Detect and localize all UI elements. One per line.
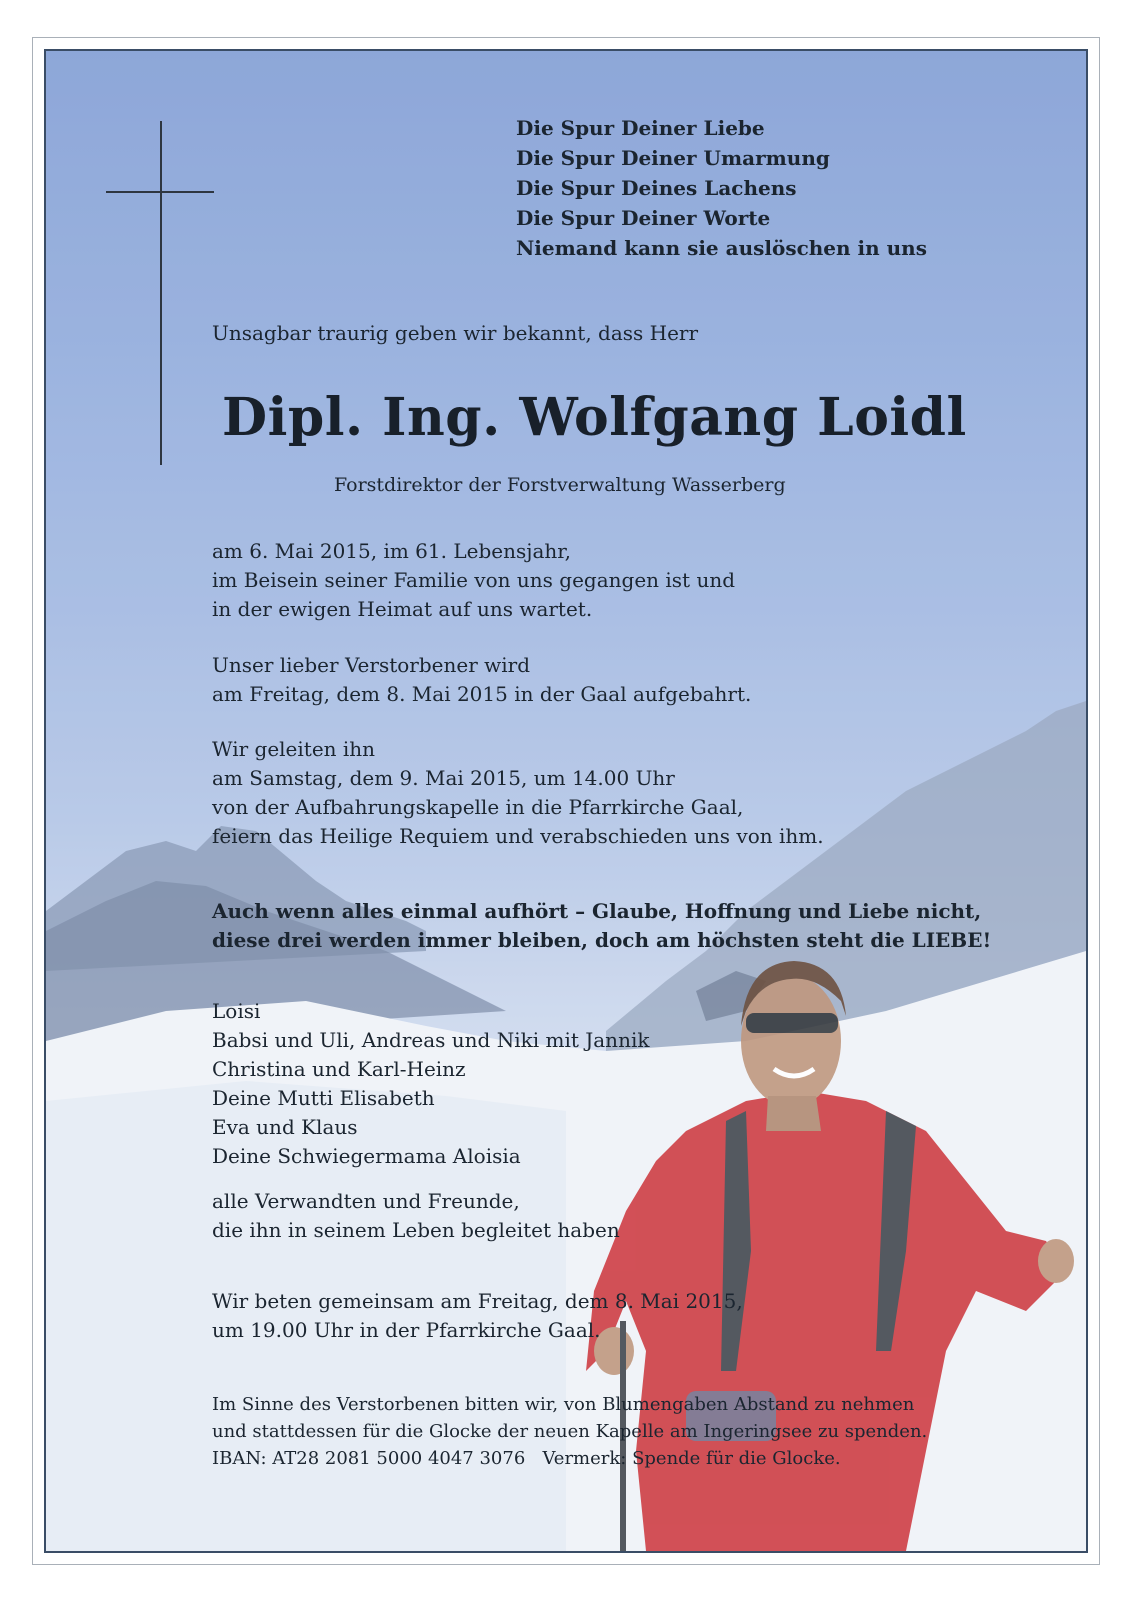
prayer-line: um 19.00 Uhr in der Pfarrkirche Gaal. (212, 1318, 601, 1342)
deceased-name: Dipl. Ing. Wolfgang Loidl (222, 387, 967, 448)
mourner: Eva und Klaus (212, 1115, 358, 1139)
funeral-line: am Samstag, dem 9. Mai 2015, um 14.00 Uhr (212, 766, 675, 790)
poem-line: Die Spur Deiner Liebe (516, 116, 765, 140)
prayer-line: Wir beten gemeinsam am Freitag, dem 8. Mai 2015, (212, 1289, 743, 1313)
notice-frame (44, 49, 1088, 1553)
mourner: Deine Schwiegermama Aloisia (212, 1144, 521, 1168)
intro-text: Unsagbar traurig geben wir bekannt, dass Herr (212, 321, 699, 345)
mourner: Christina und Karl-Heinz (212, 1057, 466, 1081)
mourner: Babsi und Uli, Andreas und Niki mit Jannik (212, 1028, 650, 1052)
laid-out-line: Unser lieber Verstorbener wird (212, 653, 530, 677)
laid-out-line: am Freitag, dem 8. Mai 2015 in der Gaal aufgebahrt. (212, 682, 752, 706)
poem-line: Die Spur Deines Lachens (516, 176, 797, 200)
donation-line: und stattdessen für die Glocke der neuen Kapelle am Ingeringsee zu spenden. (212, 1421, 928, 1442)
death-line: am 6. Mai 2015, im 61. Lebensjahr, (212, 539, 571, 563)
quote-line: diese drei werden immer bleiben, doch am höchsten steht die LIEBE! (212, 928, 992, 952)
death-line: im Beisein seiner Familie von uns gegangen ist und (212, 568, 736, 592)
deceased-position: Forstdirektor der Forstverwaltung Wasserberg (334, 474, 786, 496)
mourner: Loisi (212, 999, 261, 1023)
relatives-line: alle Verwandten und Freunde, (212, 1189, 520, 1213)
poem-line: Die Spur Deiner Worte (516, 206, 771, 230)
relatives-line: die ihn in seinem Leben begleitet haben (212, 1218, 620, 1242)
funeral-line: feiern das Heilige Requiem und verabschieden uns von ihm. (212, 824, 824, 848)
donation-line: Im Sinne des Verstorbenen bitten wir, von Blumengaben Abstand zu nehmen (212, 1394, 915, 1415)
poem-line: Die Spur Deiner Umarmung (516, 146, 830, 170)
funeral-line: von der Aufbahrungskapelle in die Pfarrkirche Gaal, (212, 795, 744, 819)
mourner: Deine Mutti Elisabeth (212, 1086, 435, 1110)
poem-line: Niemand kann sie auslöschen in uns (516, 236, 927, 260)
quote-line: Auch wenn alles einmal aufhört – Glaube, Hoffnung und Liebe nicht, (212, 899, 982, 923)
funeral-line: Wir geleiten ihn (212, 737, 376, 761)
donation-iban: IBAN: AT28 2081 5000 4047 3076 Vermerk: Spende für die Glocke. (212, 1448, 841, 1469)
death-line: in der ewigen Heimat auf uns wartet. (212, 597, 593, 621)
